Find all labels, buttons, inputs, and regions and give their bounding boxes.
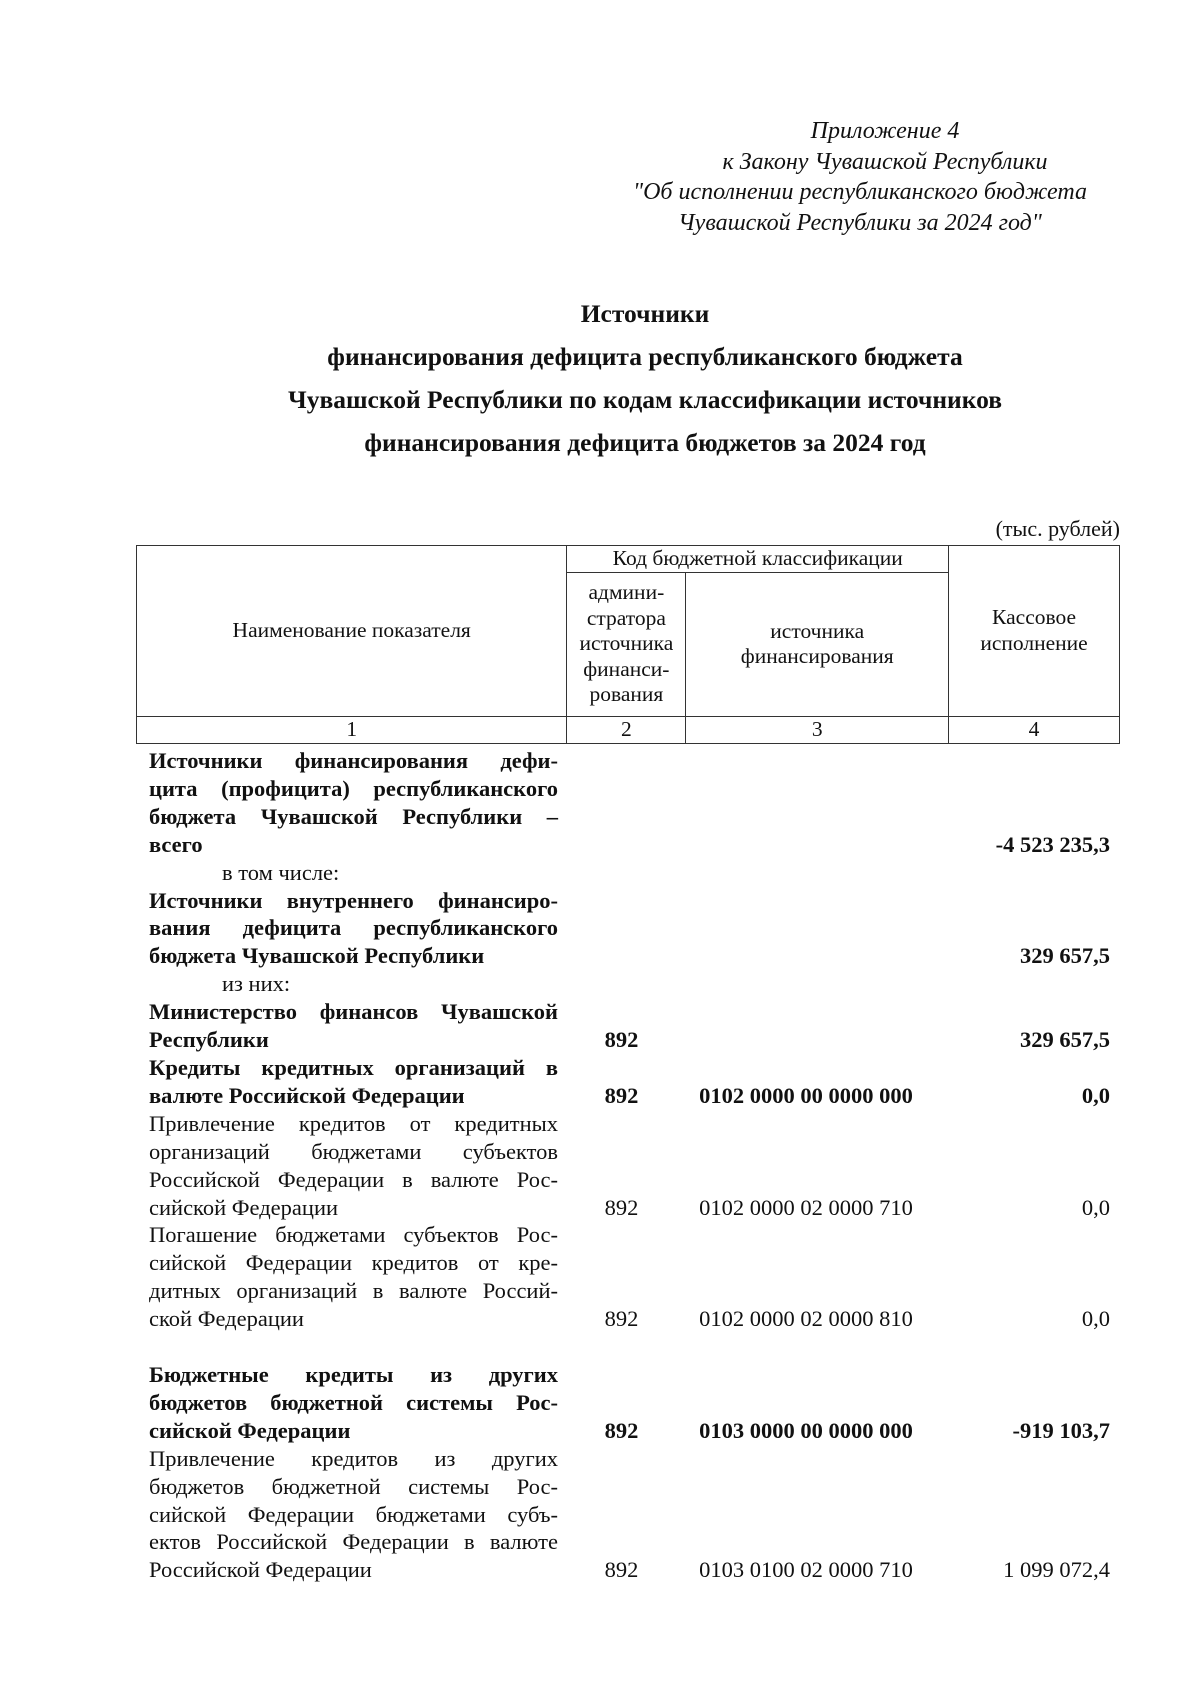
header-execution	[949, 546, 1120, 717]
table-row	[149, 1054, 1110, 1110]
row-admin-code: 892	[604, 1082, 639, 1108]
header-admin-line: стратора	[586, 605, 666, 630]
row-spacer	[149, 1333, 1110, 1361]
row-name-line: бюджета Чувашской Республики	[149, 943, 485, 969]
column-number: 3	[686, 716, 949, 743]
row-source-code: 0102 0000 00 0000 000	[699, 1082, 913, 1108]
row-value: 329 657,5	[1020, 1027, 1110, 1053]
row-source-code: 0103 0000 00 0000 000	[699, 1417, 913, 1443]
appendix-line: Приложение 4	[810, 118, 960, 144]
row-name-line: организаций бюджетами субъектов	[149, 1138, 558, 1164]
title-line: финансирования дефицита бюджетов за 2024 год	[364, 428, 926, 457]
appendix-reference	[560, 116, 1160, 238]
header-source-line: источника	[770, 618, 865, 643]
row-admin-code: 892	[604, 1557, 639, 1583]
row-name-line: сийской Федерации кредитов от кре-	[149, 1250, 558, 1276]
document-title	[100, 292, 1190, 464]
row-name	[149, 1445, 558, 1585]
row-name	[149, 998, 558, 1054]
row-name-line: валюте Российской Федерации	[149, 1082, 465, 1108]
column-number: 4	[949, 716, 1120, 743]
row-name	[149, 1221, 558, 1333]
row-name	[149, 1361, 558, 1445]
row-value: 329 657,5	[1020, 943, 1110, 969]
row-name-line: Бюджетные кредиты из других	[149, 1362, 558, 1388]
row-name	[149, 887, 558, 971]
header-source-line: финансирования	[740, 644, 894, 668]
row-value: -919 103,7	[1012, 1417, 1110, 1443]
row-admin-code: 892	[604, 1194, 639, 1220]
row-name-line: вания дефицита республиканского	[149, 915, 558, 941]
row-name-line: цита (профицита) республиканского	[149, 775, 558, 801]
row-name-line: дитных организаций в валюте Россий-	[149, 1278, 558, 1304]
header-admin-line: рования	[589, 682, 664, 707]
table-row	[149, 1361, 1110, 1445]
row-name-line: Кредиты кредитных организаций в	[149, 1054, 558, 1080]
row-name-line: Министерство финансов Чувашской	[149, 999, 558, 1025]
table-row	[149, 1221, 1110, 1333]
table-row	[149, 1445, 1110, 1585]
row-name-line: Российской Федерации в валюте Рос-	[149, 1166, 558, 1192]
row-note: из них:	[222, 971, 291, 997]
appendix-line: Чувашской Республики за 2024 год"	[678, 209, 1042, 236]
row-name-line: сийской Федерации	[149, 1417, 351, 1443]
table-row	[149, 747, 1110, 859]
row-value: 0,0	[1081, 1306, 1110, 1332]
title-line: финансирования дефицита республиканского бюджета	[327, 342, 963, 371]
appendix-line: к Закону Чувашской Республики	[722, 148, 1048, 175]
header-execution-line: Кассовое	[992, 605, 1077, 630]
row-note: в том числе:	[222, 859, 340, 885]
units-label: (тыс. рублей)	[995, 516, 1120, 541]
row-value: 0,0	[1081, 1082, 1110, 1108]
row-name-line: Республики	[149, 1027, 269, 1053]
row-name-line: бюджетов бюджетной системы Рос-	[149, 1473, 558, 1499]
row-value: -4 523 235,3	[995, 831, 1110, 857]
row-name-line: Источники внутреннего финансиро-	[149, 887, 558, 913]
header-admin-line: источника	[579, 631, 674, 656]
row-name-line: Привлечение кредитов из других	[149, 1445, 558, 1471]
table-row	[149, 998, 1110, 1054]
row-name-line: Российской Федерации	[149, 1557, 372, 1583]
header-execution-line: исполнение	[980, 630, 1088, 655]
row-name-line: Привлечение кредитов от кредитных	[149, 1110, 558, 1136]
row-name	[149, 1054, 558, 1110]
table-body	[149, 747, 1110, 1584]
row-value: 0,0	[1081, 1194, 1110, 1220]
row-name-line: ектов Российской Федерации в валюте	[149, 1529, 558, 1555]
appendix-line: "Об исполнении республиканского бюджета	[632, 179, 1087, 205]
header-name: Наименование показателя	[137, 546, 567, 717]
table-header	[136, 545, 1120, 744]
row-name-line: всего	[149, 831, 203, 857]
row-admin-code: 892	[604, 1306, 639, 1332]
row-admin-code: 892	[604, 1027, 639, 1053]
row-name-line: сийской Федерации бюджетами субъ-	[149, 1501, 558, 1527]
table-row	[149, 1110, 1110, 1222]
column-number: 2	[567, 716, 686, 743]
row-source-code: 0102 0000 02 0000 710	[699, 1194, 913, 1220]
row-name-line: бюджета Чувашской Республики –	[149, 803, 558, 829]
header-source	[686, 572, 949, 716]
row-source-code: 0102 0000 02 0000 810	[699, 1306, 913, 1332]
row-admin-code: 892	[604, 1417, 639, 1443]
column-number: 1	[137, 716, 567, 743]
title-line: Чувашской Республики по кодам классификации источников	[288, 385, 1002, 414]
row-name-line: Источники финансирования дефи-	[149, 748, 558, 773]
row-name-line: ской Федерации	[149, 1306, 304, 1332]
title-line: Источники	[580, 299, 710, 328]
table-row	[149, 887, 1110, 971]
header-admin-line: админи-	[588, 580, 665, 605]
header-admin	[567, 572, 686, 716]
header-admin-line: финанси-	[583, 656, 670, 681]
row-name	[149, 1110, 558, 1222]
header-code-group: Код бюджетной классификации	[567, 546, 949, 573]
row-name-line: бюджетов бюджетной системы Рос-	[149, 1389, 558, 1415]
row-name-line: Погашение бюджетами субъектов Рос-	[149, 1222, 558, 1248]
row-value: 1 099 072,4	[1003, 1557, 1110, 1583]
row-name-line: сийской Федерации	[149, 1194, 339, 1220]
row-source-code: 0103 0100 02 0000 710	[699, 1557, 913, 1583]
row-name	[149, 747, 558, 859]
